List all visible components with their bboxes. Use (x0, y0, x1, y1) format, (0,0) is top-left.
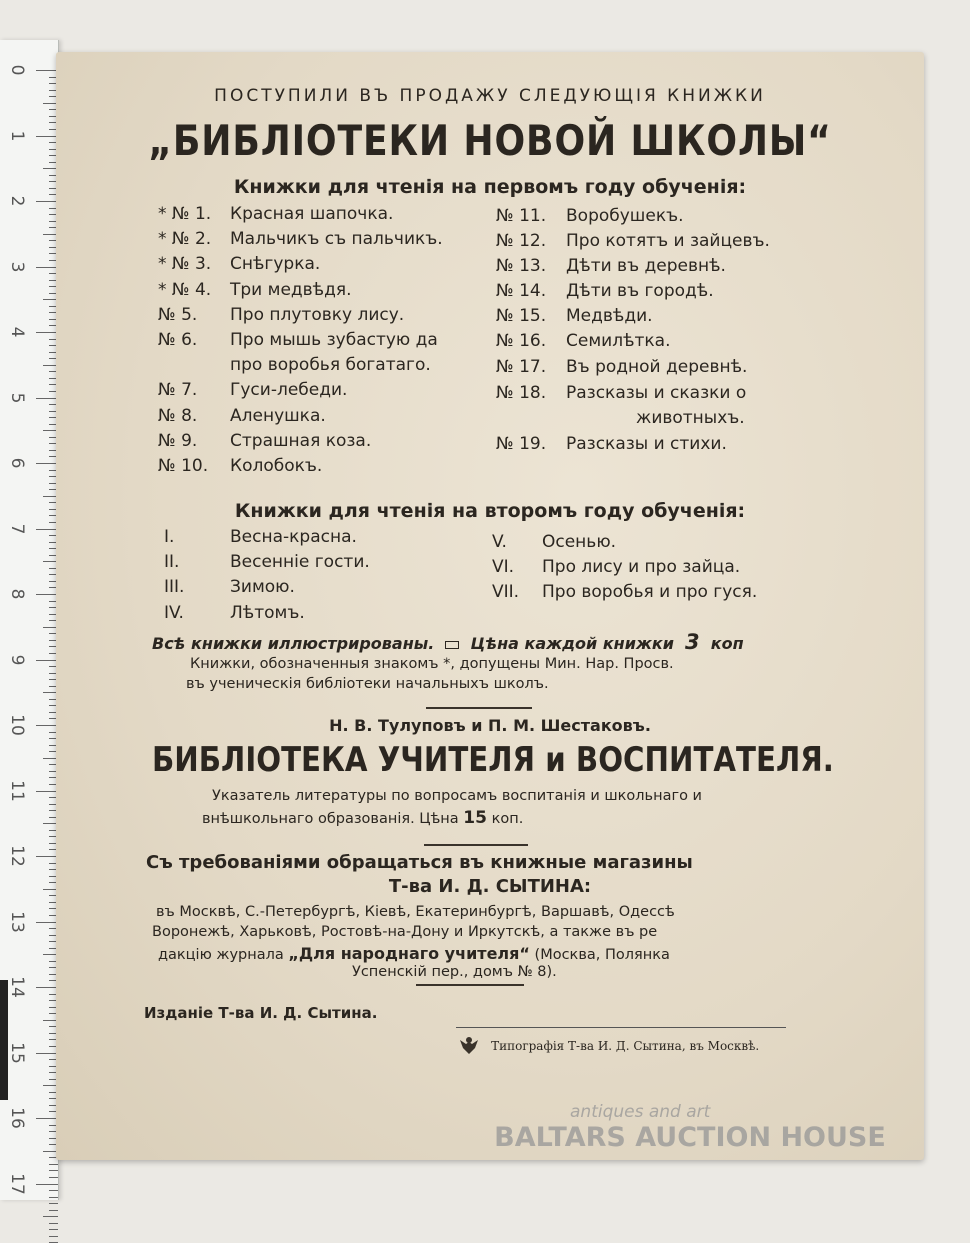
divider (424, 844, 528, 846)
year2-heading: Книжки для чтенія на второмъ году обученія: (234, 500, 746, 522)
book-item (496, 331, 670, 351)
ruler-tick (36, 398, 58, 399)
ruler-tick (49, 1210, 58, 1211)
printer-text: Типографія Т-ва И. Д. Сытина, въ Москвѣ. (491, 1038, 760, 1053)
ruler-tick (43, 1216, 58, 1217)
book-item (496, 357, 747, 377)
book-title: Аленушка. (230, 405, 326, 426)
book-item (496, 206, 684, 226)
book-item (496, 306, 653, 326)
ruler-tick (49, 1164, 58, 1165)
book-title: Дѣти въ деревнѣ. (566, 256, 726, 276)
address-text: (Москва, Полянка (534, 947, 670, 963)
book-number: № 7. (158, 380, 198, 401)
book-item (164, 552, 370, 572)
book-title: Три медвѣдя. (230, 279, 352, 300)
ruler-tick (36, 856, 58, 857)
book-title: Весна-красна. (230, 527, 357, 547)
book-title: Лѣтомъ. (230, 602, 305, 623)
address-line-4: Успенскій пер., домъ № 8). (352, 964, 557, 980)
book-title: Осенью. (542, 532, 617, 552)
approval-note-1: Книжки, обозначенныя знакомъ *, допущены Мин. Нар. Просв. (190, 656, 674, 672)
book-title: Разсказы и сказки о (566, 383, 747, 403)
approval-note-2: въ ученическія библіотеки начальныхъ школъ. (186, 676, 549, 692)
ruler-tick (36, 922, 58, 923)
book-number: II. (164, 552, 180, 573)
journal-title: „Для народнаго учителя“ (288, 944, 530, 963)
ruler-tick (49, 1190, 58, 1191)
library-desc-1: Указатель литературы по вопросамъ воспитанія и школьнаго и (212, 788, 702, 804)
book-title: Страшная коза. (230, 430, 372, 451)
book-item (566, 408, 745, 428)
book-item (158, 229, 443, 249)
price-number: 3 (685, 630, 700, 654)
book-number: * № 4. (158, 279, 212, 300)
header-line: ПОСТУПИЛИ ВЪ ПРОДАЖУ СЛЕДУЮЩІЯ КНИЖКИ (214, 86, 766, 106)
ruler-label: 3 (7, 261, 27, 272)
book-title: Въ родной деревнѣ. (566, 357, 748, 377)
book-title: Семилѣтка. (566, 331, 671, 351)
illustrated-note: Всѣ книжки иллюстрированы. (152, 634, 435, 653)
book-number: VI. (492, 557, 515, 578)
book-number: № 18. (496, 383, 547, 403)
ruler-tick (36, 136, 58, 137)
book-item (158, 280, 352, 300)
book-number: № 5. (158, 304, 198, 325)
book-item (158, 204, 393, 224)
ruler-tick (36, 1053, 58, 1054)
library-desc-2 (202, 808, 523, 828)
book-number: № 12. (496, 231, 547, 251)
book-title: Про воробья и про гуся. (542, 582, 758, 603)
ruler-tick (49, 1223, 58, 1224)
book-item (492, 532, 616, 552)
ruler-tick (36, 791, 58, 792)
address-line-3 (158, 944, 670, 963)
book-number: № 14. (496, 281, 547, 301)
book-item (496, 281, 714, 301)
book-number: № 11. (496, 206, 547, 226)
price-text: Цѣна каждой книжки (470, 634, 674, 653)
address-line-2: Воронежѣ, Харьковѣ, Ростовѣ-на-Дону и Иркутскѣ, а также въ ре (152, 924, 658, 940)
book-number: * № 1. (158, 204, 212, 224)
book-title: Разсказы и стихи. (566, 434, 727, 454)
ruler-label: 7 (7, 523, 27, 534)
ruler-tick (36, 1118, 58, 1119)
address-line-1: въ Москвѣ, С.-Петербургѣ, Кіевѣ, Екатеринбургѣ, Варшавѣ, Одессѣ (156, 904, 675, 920)
ruler-label: 8 (7, 588, 27, 600)
auction-watermark (490, 1102, 890, 1153)
ruler-label: 6 (7, 457, 27, 469)
library-title: БИБЛІОТЕКА УЧИТЕЛЯ и ВОСПИТАТЕЛЯ. (152, 740, 834, 780)
book-title: Воробушекъ. (566, 206, 684, 226)
ruler-label: 0 (7, 64, 27, 76)
divider (426, 707, 532, 709)
book-item (158, 406, 326, 426)
book-item (496, 383, 746, 403)
book-title: Красная шапочка. (230, 204, 394, 224)
ruler-tick (49, 1177, 58, 1178)
ruler-label: 17 (7, 1172, 27, 1195)
book-item (496, 231, 770, 251)
book-item (158, 305, 404, 325)
book-number: III. (164, 577, 185, 598)
book-item (492, 582, 757, 602)
price-unit: коп (710, 634, 744, 653)
book-title: Колобокъ. (230, 456, 323, 476)
footer-rule (456, 1027, 786, 1028)
ruler (0, 40, 59, 1200)
ruler-tick (36, 70, 58, 71)
ruler-label: 15 (7, 1041, 27, 1064)
ruler-tick (36, 529, 58, 530)
address-text: дакцію журнала (158, 947, 284, 963)
library-desc-text: внѣшкольнаго образованія. Цѣна (202, 811, 459, 827)
ruler-tick (49, 1197, 58, 1198)
book-title: Про мышь зубастую да (230, 330, 438, 350)
ruler-tick (49, 1170, 58, 1171)
printed-page (56, 52, 924, 1160)
book-title: животныхъ. (636, 408, 745, 428)
ruler-label: 12 (7, 845, 27, 867)
ruler-tick (49, 1203, 58, 1204)
year1-heading: Книжки для чтенія на первомъ году обученія: (233, 176, 747, 198)
book-title: Снѣгурка. (230, 254, 321, 275)
ruler-tick (36, 332, 58, 333)
book-number: V. (492, 532, 507, 552)
ruler-label: 1 (7, 130, 27, 141)
ruler-label: 5 (7, 392, 27, 403)
ruler-tick (36, 594, 58, 595)
ruler-label: 13 (7, 910, 27, 933)
ruler-tick (49, 1229, 58, 1230)
book-item (158, 254, 320, 274)
book-number: № 10. (158, 456, 209, 476)
book-number: № 13. (496, 256, 547, 276)
ruler-tick (36, 660, 58, 661)
book-item (496, 256, 726, 276)
ruler-label: 11 (7, 779, 27, 802)
book-number: № 9. (158, 430, 198, 451)
library-authors: Н. В. Тулуповъ и П. М. Шестаковъ. (329, 716, 651, 735)
ruler-tick (36, 725, 58, 726)
book-title: Про плутовку лису. (230, 304, 405, 325)
ruler-label: 4 (7, 326, 27, 338)
ruler-tick (36, 987, 58, 988)
divider (416, 984, 524, 986)
book-item (492, 557, 740, 577)
watermark-tagline: antiques and art (570, 1102, 711, 1122)
book-number: № 19. (496, 434, 547, 454)
book-title: Про лису и про зайца. (542, 557, 741, 578)
ruler-tick (36, 463, 58, 464)
series-title: „БИБЛІОТЕКИ НОВОЙ ШКОЛЫ“ (148, 116, 832, 165)
book-title: Мальчикъ съ пальчикъ. (230, 229, 443, 250)
watermark-brand: BALTARS AUCTION HOUSE (494, 1122, 886, 1153)
book-title: про воробья богатаго. (230, 355, 431, 376)
book-title: Зимою. (230, 577, 295, 598)
ruler-tick (49, 1236, 58, 1237)
library-price-unit: коп. (491, 811, 524, 827)
dash-mark (445, 641, 459, 649)
price-line (152, 630, 744, 654)
book-item (496, 434, 727, 454)
book-number: IV. (164, 602, 184, 623)
orders-line-1: Съ требованіями обращаться въ книжные магазины (146, 852, 693, 873)
book-item (164, 577, 295, 597)
orders-line-2: Т-ва И. Д. СЫТИНА: (388, 876, 592, 897)
book-item (164, 603, 305, 623)
book-item (158, 330, 438, 350)
ruler-tick (36, 1184, 58, 1185)
book-number: * № 2. (158, 229, 212, 250)
book-title: Медвѣди. (566, 306, 653, 326)
book-number: VII. (492, 582, 520, 603)
book-title: Дѣти въ городѣ. (566, 281, 714, 301)
book-title: Про котятъ и зайцевъ. (566, 231, 770, 251)
book-title: Гуси-лебеди. (230, 380, 348, 401)
ruler-label: 9 (7, 654, 27, 665)
ruler-label: 2 (7, 195, 27, 207)
book-item (158, 380, 347, 400)
book-item (164, 527, 357, 547)
printer-line (458, 1034, 759, 1056)
book-number: № 15. (496, 306, 547, 326)
book-title: Весенніе гости. (230, 552, 370, 573)
book-number: № 17. (496, 357, 547, 377)
ruler-label: 14 (7, 976, 27, 998)
book-number: № 6. (158, 330, 198, 350)
book-item (158, 355, 431, 375)
book-number: I. (164, 527, 175, 547)
library-price-number: 15 (463, 808, 487, 828)
book-number: № 8. (158, 405, 198, 426)
publisher-line: Изданіе Т-ва И. Д. Сытина. (144, 1004, 378, 1022)
ruler-label: 16 (7, 1107, 27, 1129)
book-item (158, 456, 322, 476)
book-number: № 16. (496, 331, 547, 351)
ruler-tick (36, 201, 58, 202)
book-number: * № 3. (158, 254, 212, 275)
ruler-tick (36, 267, 58, 268)
ruler-label: 10 (7, 714, 27, 736)
eagle-emblem-icon (458, 1034, 480, 1056)
book-item (158, 431, 371, 451)
